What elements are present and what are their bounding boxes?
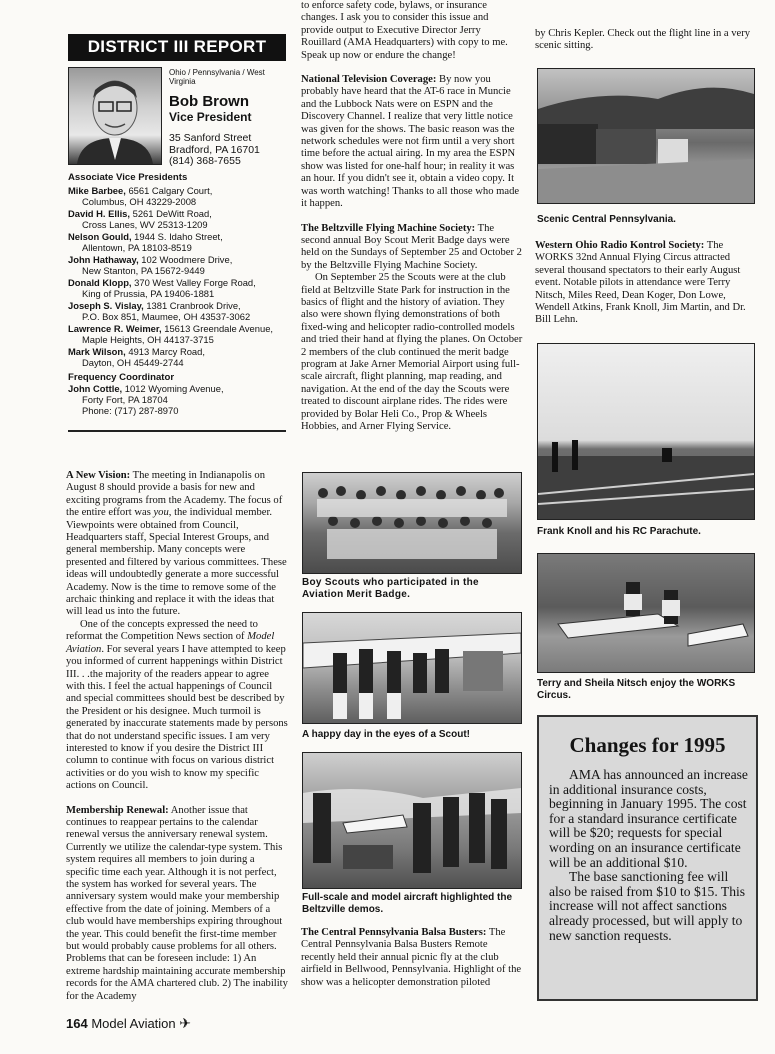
beltzville-paragraph: [301, 223, 523, 273]
photo-full-scale-model: [302, 752, 522, 889]
caption-parachute: Frank Knoll and his RC Parachute.: [537, 526, 701, 537]
page-number: 164: [66, 1016, 88, 1031]
beltzville-demo-figure: [303, 753, 521, 888]
associate-entry: [68, 231, 286, 253]
frequency-line1: 1012 Wyoming Avenue,: [124, 383, 224, 394]
associate-entry: [68, 346, 286, 368]
works-paragraph: [535, 240, 757, 327]
nitsch-aircraft-figure: [538, 554, 754, 672]
works-body: The WORKS 32nd Annual Flying Circus attracted several thousand spectators to their early August event. Notable pilots in attendance were Terry Nitsch, Miles Reed, Dean Koger, Don Lowe, Wendell Atkins, Frank Knoll, Jim Martin, and Dr. Bill Lehn.: [535, 240, 746, 326]
frequency-name: John Cottle,: [68, 383, 123, 394]
caption-boy-scouts: Boy Scouts who participated in the Aviation Merit Badge.: [302, 577, 479, 600]
central-pa-body: The Central Pennsylvania Balsa Busters Remote recently held their annual picnic fly at the club airfield in Bellwood, Pennsylvania. Highlight of the show was a helicopter demonstration piloted: [301, 927, 522, 988]
associate-entry: [68, 185, 286, 207]
associate-entry: [68, 208, 286, 230]
caption-full-scale: Full-scale and model aircraft highlighted the Beltzville demos.: [302, 892, 513, 915]
photo-scenic-pa: [537, 68, 755, 204]
changes-box: [537, 715, 758, 1001]
associate-address-line2: P.O. Box 851, Maumee, OH 43537-3062: [82, 311, 251, 322]
frequency-line2: Forty Fort, PA 18704: [82, 394, 168, 405]
column-1-text: [66, 470, 288, 1003]
vision-paragraph: [66, 470, 288, 619]
divider: [68, 430, 286, 432]
vp-address: [169, 133, 260, 168]
vp-region: Ohio / Pennsylvania / West Virginia: [169, 68, 265, 86]
column-2-top-text: [301, 0, 523, 433]
associate-address-line2: New Stanton, PA 15672-9449: [82, 265, 205, 276]
associate-address-line1: 1944 S. Idaho Street,: [134, 231, 223, 242]
reformat-text-a: One of the concepts expressed the need to reformat the Competition News section of: [66, 618, 258, 643]
column-2-continued: to enforce safety code, bylaws, or insurance changes. I ask you to consider this issue and provide output to Executive Director Jerry Rouillard (AMA Headquarters) with copy to me. Speak up now or endure the change!: [301, 0, 508, 61]
photo-boy-scouts: [302, 472, 522, 574]
works-text: [535, 240, 757, 327]
changes-paragraph-2: The base sanctioning fee will also be raised from $10 to $15. This increase will not affect sanctions already processed, but will apply to new sanction requests.: [549, 869, 746, 943]
vision-emphasis: you: [153, 507, 169, 519]
associate-name: Mike Barbee,: [68, 185, 126, 196]
associate-address-line2: Dayton, OH 45449-2744: [82, 357, 184, 368]
vp-address-line1: 35 Sanford Street: [169, 132, 252, 144]
column-3-top-text: [535, 28, 757, 53]
frequency-entry: [68, 383, 286, 416]
membership-paragraph: [66, 805, 288, 1004]
scenic-field-figure: [538, 69, 754, 203]
scouts-group-figure: [303, 473, 521, 573]
section-banner: DISTRICT III REPORT: [68, 34, 286, 61]
central-pa-text: [301, 927, 523, 989]
parachute-field-figure: [538, 344, 754, 519]
photo-nitsch: [537, 553, 755, 673]
caption-scenic: Scenic Central Pennsylvania.: [537, 214, 676, 225]
airplane-icon: ✈: [179, 1015, 192, 1031]
changes-body: [549, 768, 750, 943]
associate-name: Joseph S. Vislay,: [68, 300, 144, 311]
associate-name: Donald Klopp,: [68, 277, 132, 288]
reformat-paragraph: [66, 619, 288, 793]
associate-address-line2: Maple Heights, OH 44137-3715: [82, 334, 214, 345]
associate-address-line1: 1381 Cranbrook Drive,: [146, 300, 241, 311]
vp-title: Vice President: [169, 110, 252, 124]
works-heading: Western Ohio Radio Kontrol Society:: [535, 240, 705, 251]
reformat-emphasis: Model Aviation: [66, 631, 275, 655]
page-footer: [66, 1015, 191, 1032]
beltzville-text: The second annual Boy Scout Merit Badge days were held on the Sundays of September 25 and October 2 by the Beltzville Flying Machine Society.: [301, 222, 522, 271]
vision-text-a: The meeting in Indianapolis on August 8 should provide a basis for new and exciting programs from the Academy. The focus of the entire effort was: [66, 470, 283, 519]
associate-address-line1: 15613 Greendale Avenue,: [164, 323, 274, 334]
associate-address-line2: Allentown, PA 18103-8519: [82, 242, 192, 253]
associate-entry: [68, 323, 286, 345]
membership-text: Another issue that continues to reappear pertains to the calendar renewal versus the anniversary renewal system. Currently we utilize the calendar-type system. This system requires all members to join during a specific time each year. Although it is not perfect, the system has worked for several years. The anniversary system would make your membership effective from the date of joining. Members of a club would have memberships expiring throughout the year. This could benefit the first-time member but would probably cause problems for all others. Problems that can be foreseen include: 1) An extreme hardship maintaining accurate membership records for the AMA chartered club. 2) The inability for the Academy: [66, 804, 288, 1002]
beltzville-heading: The Beltzville Flying Machine Society:: [301, 222, 476, 234]
changes-title: Changes for 1995: [569, 733, 726, 757]
tv-text: By now you probably have heard that the AT-6 race in Muncie and the Lubbock Nats were on ESPN and the Discovery Channel. I realize that very little notice was given for the shows. The basic reason was the network schedules were not firm until a very short time before the actual airing. In my area the ESPN show was listed for one-half hour; in reality it was an hour. If you didn't see it, obtain a video copy. It was worth watching! Thanks to all those who made it happen.: [301, 74, 520, 210]
associate-name: Nelson Gould,: [68, 231, 132, 242]
associate-address-line2: Cross Lanes, WV 25313-1209: [82, 219, 208, 230]
associates-list: [68, 172, 286, 417]
vision-heading: A New Vision:: [66, 470, 131, 481]
associate-name: David H. Ellis,: [68, 208, 130, 219]
changes-paragraph-1: AMA has announced an increase in additional insurance costs, beginning in January 1995. The cost for a standard insurance certificate will be $20; requests for special wording on an insurance certificate will be an additional $10.: [549, 767, 748, 870]
vp-address-line2: Bradford, PA 16701: [169, 143, 260, 156]
photo-parachute: [537, 343, 755, 520]
reformat-text-b: . For several years I have attempted to keep you informed of current happenings within District III. . .the majority of the readers appear to agree with this. I feel the actual happenings of Council and special committees should best be described by the President or his designee. Much turmoil is generated by inaccurate statements made by persons that do not understand specific issues. I am very interested to know if you desire the District III column to continue with focus on various district activities or do you wish to know my specific actions on Council.: [66, 643, 288, 792]
vision-text-b: , the individual member. Viewpoints were obtained from Council, Headquarters staff, Special Interest Groups, and general membership. Many concepts were presented and filtered by various committees. These ideas will undoubtedly generate a more successful Academy. Now is the time to remove some of the archaic thinking and replace it with the ideas that will lead us into the future.: [66, 507, 287, 618]
associate-address-line1: 6561 Calgary Court,: [128, 185, 213, 196]
associate-address-line1: 102 Woodmere Drive,: [141, 254, 233, 265]
vp-portrait: [68, 67, 162, 165]
central-pa-paragraph: [301, 927, 523, 989]
frequency-heading: Frequency Coordinator: [68, 372, 175, 383]
vp-name: Bob Brown: [169, 93, 249, 110]
associates-heading: Associate Vice Presidents: [68, 172, 188, 183]
associate-entry: [68, 254, 286, 276]
vp-phone: (814) 368-7655: [169, 155, 241, 167]
frequency-line3: Phone: (717) 287-8970: [82, 405, 179, 416]
photo-happy-scout: [302, 612, 522, 724]
beltzville-paragraph-2: On September 25 the Scouts were at the club field at Beltzville State Park for instruction in the basics of flight and the history of aviation. They also were shown flying demonstrations of both fixed-wing and helicopter radio-controlled models and tried their hand at flying the planes. On October 2 members of the club continued the merit badge program at Jake Arner Memorial Airport using full-scale aircraft, flight planning, map reading, and navigation. At the end of the day the Scouts were treated to discount airplane rides. The rides were provided by Bolar Heli Co., Prop & Wheels Hobbies, and Arner Flying Service.: [301, 272, 523, 432]
associate-address-line1: 4913 Marcy Road,: [128, 346, 205, 357]
associate-name: Lawrence R. Weimer,: [68, 323, 162, 334]
associate-address-line2: King of Prussia, PA 19406-1881: [82, 288, 215, 299]
scout-aircraft-figure: [303, 613, 521, 723]
associate-address-line2: Columbus, OH 43229-2008: [82, 196, 197, 207]
associate-name: John Hathaway,: [68, 254, 139, 265]
column-3-continued: by Chris Kepler. Check out the flight line in a very scenic sitting.: [535, 28, 751, 52]
associate-address-line1: 5261 DeWitt Road,: [132, 208, 212, 219]
tv-heading: National Television Coverage:: [301, 74, 437, 86]
membership-heading: Membership Renewal:: [66, 804, 169, 816]
associate-address-line1: 370 West Valley Forge Road,: [134, 277, 256, 288]
central-pa-heading: The Central Pennsylvania Balsa Busters:: [301, 927, 487, 938]
portrait-figure: [69, 68, 161, 164]
associate-name: Mark Wilson,: [68, 346, 126, 357]
caption-nitsch: Terry and Sheila Nitsch enjoy the WORKS Circus.: [537, 678, 736, 701]
tv-paragraph: [301, 74, 523, 210]
associate-entry: [68, 300, 286, 322]
caption-happy-scout: A happy day in the eyes of a Scout!: [302, 729, 470, 740]
magazine-name: Model Aviation: [91, 1016, 176, 1031]
associate-entry: [68, 277, 286, 299]
